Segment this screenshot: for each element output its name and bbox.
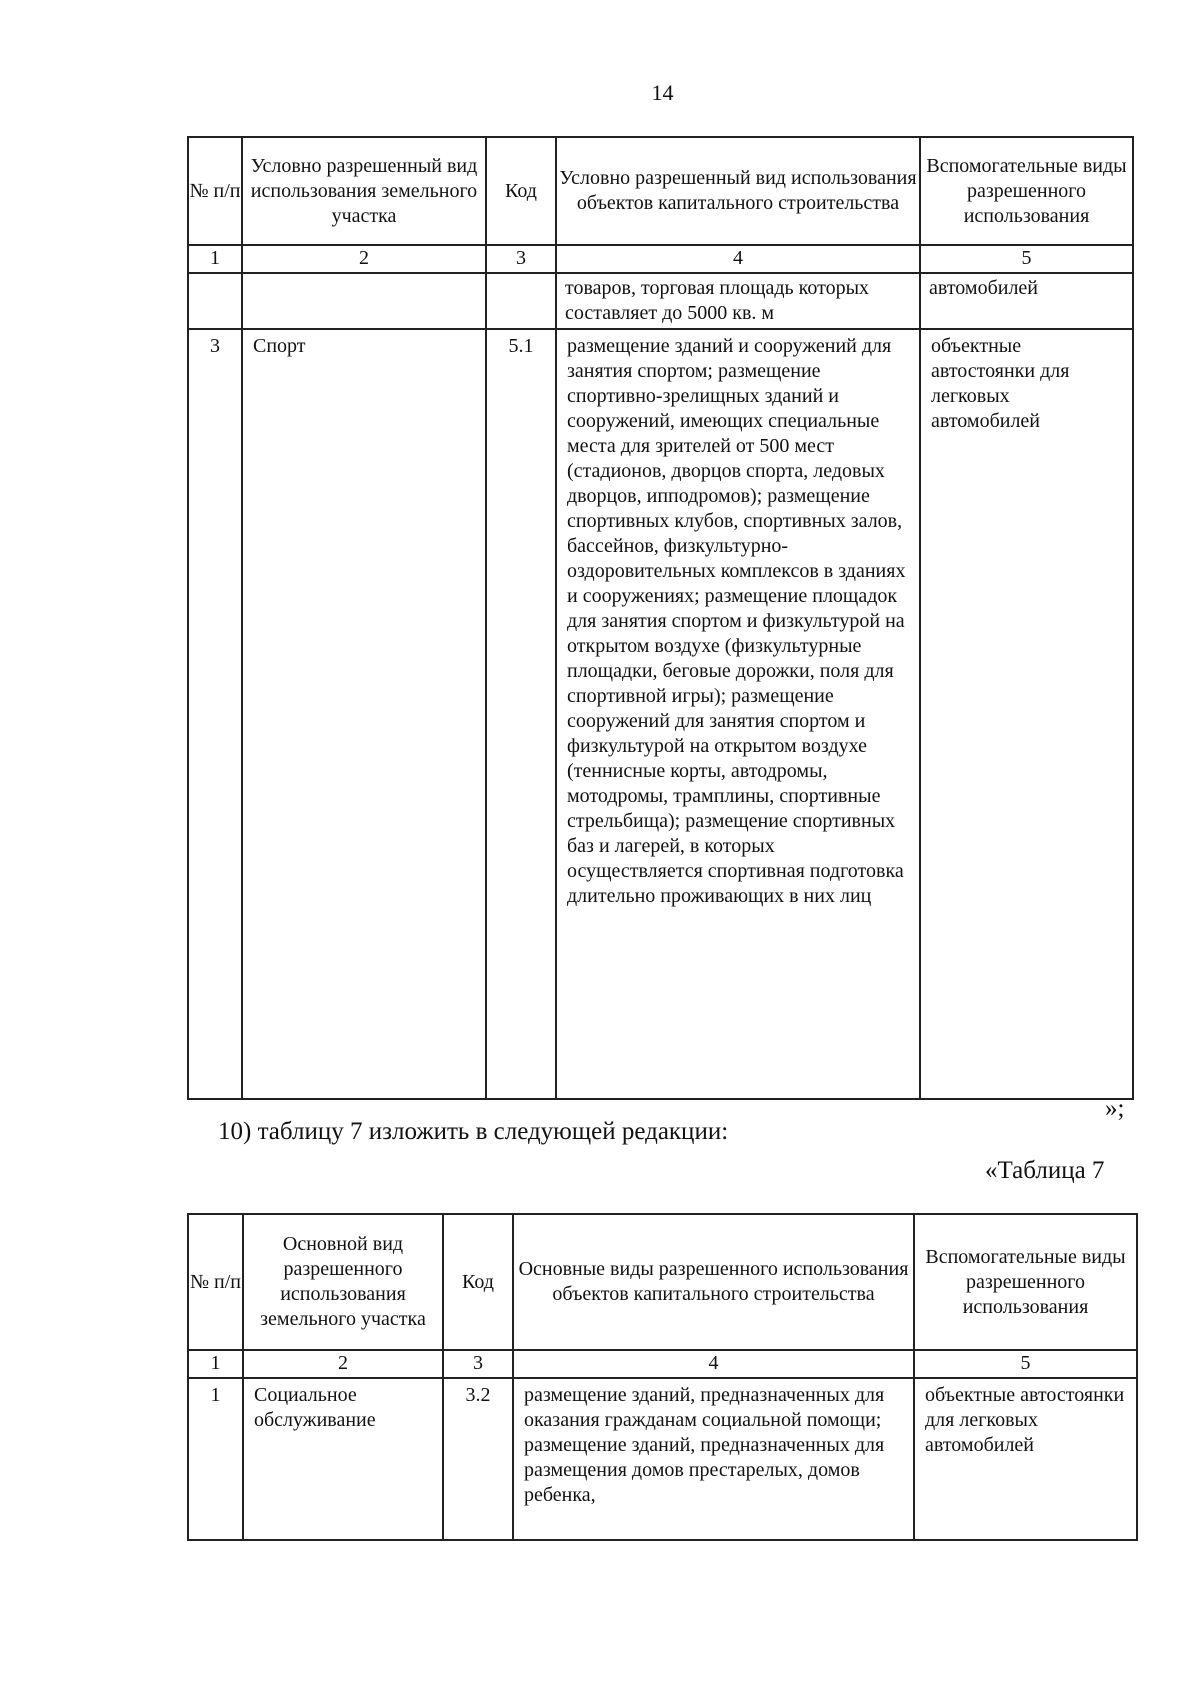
header-auxiliary-use: Вспомогательные виды разрешенного использования [920, 137, 1133, 245]
row-auxiliary: автомобилей [920, 273, 1133, 329]
row-land-use: Спорт [242, 329, 486, 1099]
row-land-use [242, 273, 486, 329]
column-number: 4 [513, 1350, 914, 1378]
row-description: размещение зданий, предназначенных для оказания гражданам социальной помощи; размещение зданий, предназначенных для размещения домов престарелых, домов ребенка, [513, 1378, 914, 1540]
header-auxiliary-use: Вспомогательные виды разрешенного использования [914, 1214, 1137, 1350]
table-row [188, 329, 1133, 1099]
row-number [188, 273, 242, 329]
table-row [188, 273, 1133, 329]
row-number: 3 [188, 329, 242, 1099]
header-construction-use-type: Условно разрешенный вид использования объектов капитального строительства [556, 137, 920, 245]
column-number: 1 [188, 1350, 243, 1378]
column-number: 5 [920, 245, 1133, 273]
table-row [188, 1378, 1137, 1540]
row-code: 5.1 [486, 329, 556, 1099]
table-header-row [188, 1214, 1137, 1350]
column-number-row [188, 245, 1133, 273]
table-label: «Таблица 7 [985, 1157, 1105, 1184]
table-header-row [188, 137, 1133, 245]
header-construction-use-type: Основные виды разрешенного использования объектов капитального строительства [513, 1214, 914, 1350]
row-code: 3.2 [443, 1378, 513, 1540]
row-description: товаров, торговая площадь которых составляет до 5000 кв. м [556, 273, 920, 329]
table-land-use-main [187, 1213, 1138, 1541]
page-number: 14 [651, 80, 674, 105]
row-number: 1 [188, 1378, 243, 1540]
closing-quote: »; [1105, 1095, 1125, 1122]
column-number: 2 [242, 245, 486, 273]
row-land-use: Социальное обслуживание [243, 1378, 443, 1540]
table-land-use-conditional [187, 136, 1134, 1100]
column-number-row [188, 1350, 1137, 1378]
row-code [486, 273, 556, 329]
header-land-use-type: Основной вид разрешенного использования земельного участка [243, 1214, 443, 1350]
column-number: 3 [443, 1350, 513, 1378]
row-description: размещение зданий и сооружений для занятия спортом; размещение спортивно-зрелищных зданий и сооружений, имеющих специальные места для зрителей от 500 мест (стадионов, дворцов спорта, ледовых дворцов, ипподромов); размещение спортивных клубов, спортивных залов, бассейнов, физкультурно-оздоровительных комплексов в зданиях и сооружениях; размещение площадок для занятия спортом и физкультурой на открытом воздухе (физкультурные площадки, беговые дорожки, поля для спортивной игры); размещение сооружений для занятия спортом и физкультурой на открытом воздухе (теннисные корты, автодромы, мотодромы, трамплины, спортивные стрельбища); размещение спортивных баз и лагерей, в которых осуществляется спортивная подготовка длительно проживающих в них лиц [556, 329, 920, 1099]
column-number: 1 [188, 245, 242, 273]
column-number: 2 [243, 1350, 443, 1378]
instruction-paragraph: 10) таблицу 7 изложить в следующей редакции: [218, 1118, 729, 1145]
header-number: № п/п [188, 137, 242, 245]
column-number: 5 [914, 1350, 1137, 1378]
header-number: № п/п [188, 1214, 243, 1350]
column-number: 3 [486, 245, 556, 273]
row-auxiliary: объектные автостоянки для легковых автомобилей [920, 329, 1133, 1099]
header-land-use-type: Условно разрешенный вид использования земельного участка [242, 137, 486, 245]
row-auxiliary: объектные автостоянки для легковых автомобилей [914, 1378, 1137, 1540]
header-code: Код [486, 137, 556, 245]
header-code: Код [443, 1214, 513, 1350]
column-number: 4 [556, 245, 920, 273]
